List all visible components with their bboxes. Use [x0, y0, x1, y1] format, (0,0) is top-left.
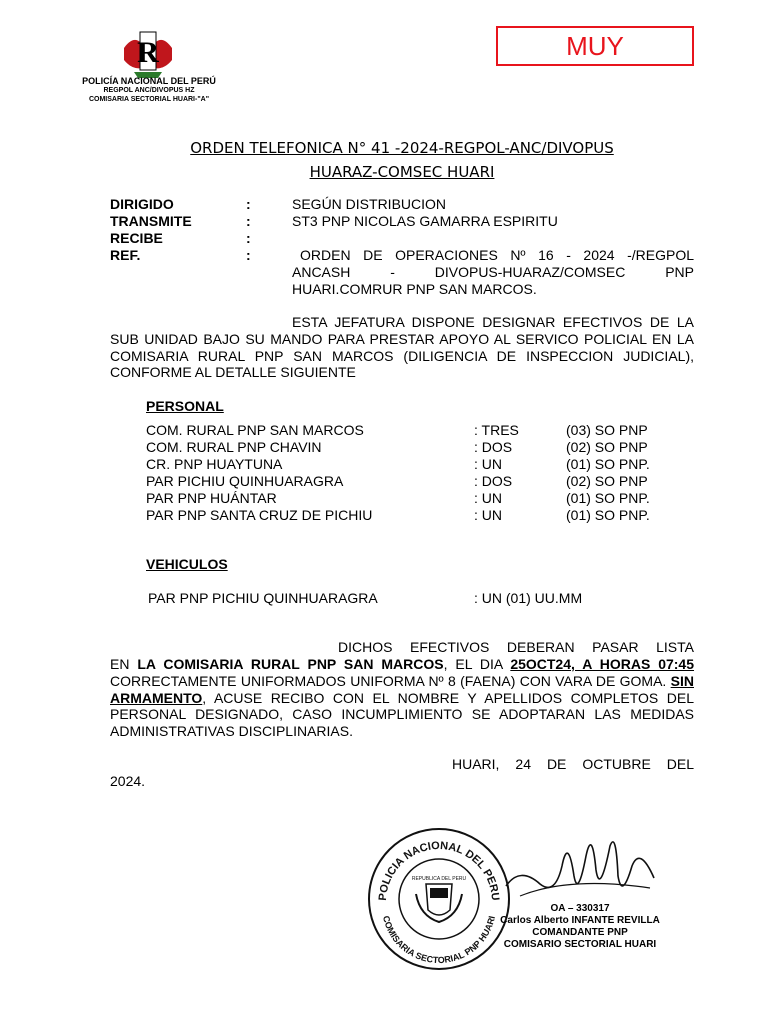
priority-box: MUY: [496, 26, 694, 66]
personal-row: [146, 456, 706, 473]
personal-detail: (01) SO PNP.: [566, 490, 650, 506]
closing-place: LA COMISARIA RURAL PNP SAN MARCOS: [137, 656, 444, 672]
stamp-ring-bottom: COMISARIA SECTORIAL PNP HUARI: [380, 914, 497, 966]
personal-detail: (03) SO PNP: [566, 422, 648, 438]
transmite-colon: :: [246, 213, 251, 229]
personal-detail: (01) SO PNP.: [566, 507, 650, 523]
signature-name: Carlos Alberto INFANTE REVILLA: [500, 915, 660, 926]
personal-count: : TRES: [474, 422, 519, 438]
document-title-line1: ORDEN TELEFONICA N° 41 -2024-REGPOL-ANC/DIVOPUS: [190, 139, 614, 157]
personal-count: : DOS: [474, 439, 513, 455]
vehiculos-unit: PAR PNP PICHIU QUINHUARAGRA: [148, 590, 378, 606]
document-title-line2: HUARAZ-COMSEC HUARI: [309, 163, 495, 181]
personal-row: [146, 473, 706, 490]
ref-line3: HUARI.COMRUR PNP SAN MARCOS.: [292, 281, 537, 297]
dirigido-colon: :: [246, 196, 251, 212]
personal-row: [146, 490, 706, 507]
vehiculos-heading: VEHICULOS: [146, 556, 228, 572]
personal-count: : UN: [474, 456, 502, 472]
date-line: HUARI, 24 DE OCTUBRE DEL: [452, 756, 694, 772]
personal-count: : DOS: [474, 473, 513, 489]
police-crest-logo: [120, 28, 176, 80]
personal-count: : UN: [474, 490, 502, 506]
transmite-label: TRANSMITE: [110, 213, 192, 229]
personal-heading: PERSONAL: [146, 398, 224, 414]
stamp-inner-text: REPUBLICA DEL PERU: [411, 876, 467, 882]
signature-cip: OA – 330317: [550, 903, 610, 914]
personal-detail: (01) SO PNP.: [566, 456, 650, 472]
closing-first-line: DICHOS EFECTIVOS DEBERAN PASAR LISTA: [338, 639, 694, 655]
personal-row: [146, 422, 706, 439]
vehiculos-count: : UN (01) UU.MM: [474, 590, 583, 606]
signature-post: COMISARIO SECTORIAL HUARI: [503, 939, 657, 950]
closing-end: , ACUSE RECIBO CON EL NOMBRE Y APELLIDOS COMPLETOS DEL PERSONAL DESIGNADO, CASO INCUMPLIMIENTO SE ADOPTARAN LAS MEDIDAS ADMINISTRATIVAS DISCIPLINARIAS.: [110, 689, 694, 740]
stamp-ring-top: POLICIA NACIONAL DEL PERU: [376, 839, 502, 902]
closing-day: , EL DIA: [443, 656, 511, 672]
ref-line2: ANCASH - DIVOPUS-HUARAZ/COMSEC PNP: [292, 264, 694, 280]
org-station: COMISARIA SECTORIAL HUARI-"A": [88, 96, 210, 103]
personal-unit: COM. RURAL PNP SAN MARCOS: [146, 422, 364, 438]
closing-mid: CORRECTAMENTE UNIFORMADOS UNIFORMA Nº 8 (FAENA) CON VARA DE GOMA.: [110, 672, 671, 689]
personal-detail: (02) SO PNP: [566, 473, 648, 489]
closing-paragraph: [110, 656, 694, 740]
vehiculos-row: [148, 590, 708, 607]
personal-detail: (02) SO PNP: [566, 439, 648, 455]
personal-unit: PAR PNP SANTA CRUZ DE PICHIU: [146, 507, 373, 523]
closing-arms: SIN ARMAMENTO: [110, 672, 694, 706]
closing-en: EN: [110, 656, 138, 672]
ref-line1: ORDEN DE OPERACIONES Nº 16 - 2024 -/REGPOL: [300, 247, 694, 263]
personal-row: [146, 507, 706, 524]
closing-date: 25OCT24, A HORAS 07:45: [510, 656, 695, 672]
recibe-colon: :: [246, 230, 251, 246]
signature-rank: COMANDANTE PNP: [532, 927, 628, 938]
personal-unit: COM. RURAL PNP CHAVIN: [146, 439, 322, 455]
org-region: REGPOL ANC/DIVOPUS HZ: [103, 87, 195, 94]
personal-count: : UN: [474, 507, 502, 523]
recibe-label: RECIBE: [110, 230, 163, 246]
org-name: POLICÍA NACIONAL DEL PERÚ: [82, 76, 216, 86]
official-stamp: [364, 824, 514, 970]
intro-paragraph: ESTA JEFATURA DISPONE DESIGNAR EFECTIVOS DE LA SUB UNIDAD BAJO SU MANDO PARA PRESTAR APOYO AL SERVICO POLICIAL EN LA COMISARIA RURAL PNP SAN MARCOS (DILIGENCIA DE INSPECCION JUDICIAL), CONFORME AL DETALLE SIGUIENTE: [110, 314, 694, 381]
logo-letter: R: [137, 36, 159, 69]
dirigido-label: DIRIGIDO: [110, 196, 174, 212]
ref-label: REF.: [110, 247, 141, 263]
personal-row: [146, 439, 706, 456]
transmite-value: ST3 PNP NICOLAS GAMARRA ESPIRITU: [292, 213, 558, 229]
date-year: 2024.: [110, 773, 146, 789]
ref-colon: :: [246, 247, 251, 263]
personal-unit: PAR PICHIU QUINHUARAGRA: [146, 473, 344, 489]
handwritten-signature: [500, 826, 660, 906]
personal-unit: CR. PNP HUAYTUNA: [146, 456, 283, 472]
dirigido-value: SEGÚN DISTRIBUCION: [292, 196, 447, 212]
personal-unit: PAR PNP HUÁNTAR: [146, 490, 277, 506]
